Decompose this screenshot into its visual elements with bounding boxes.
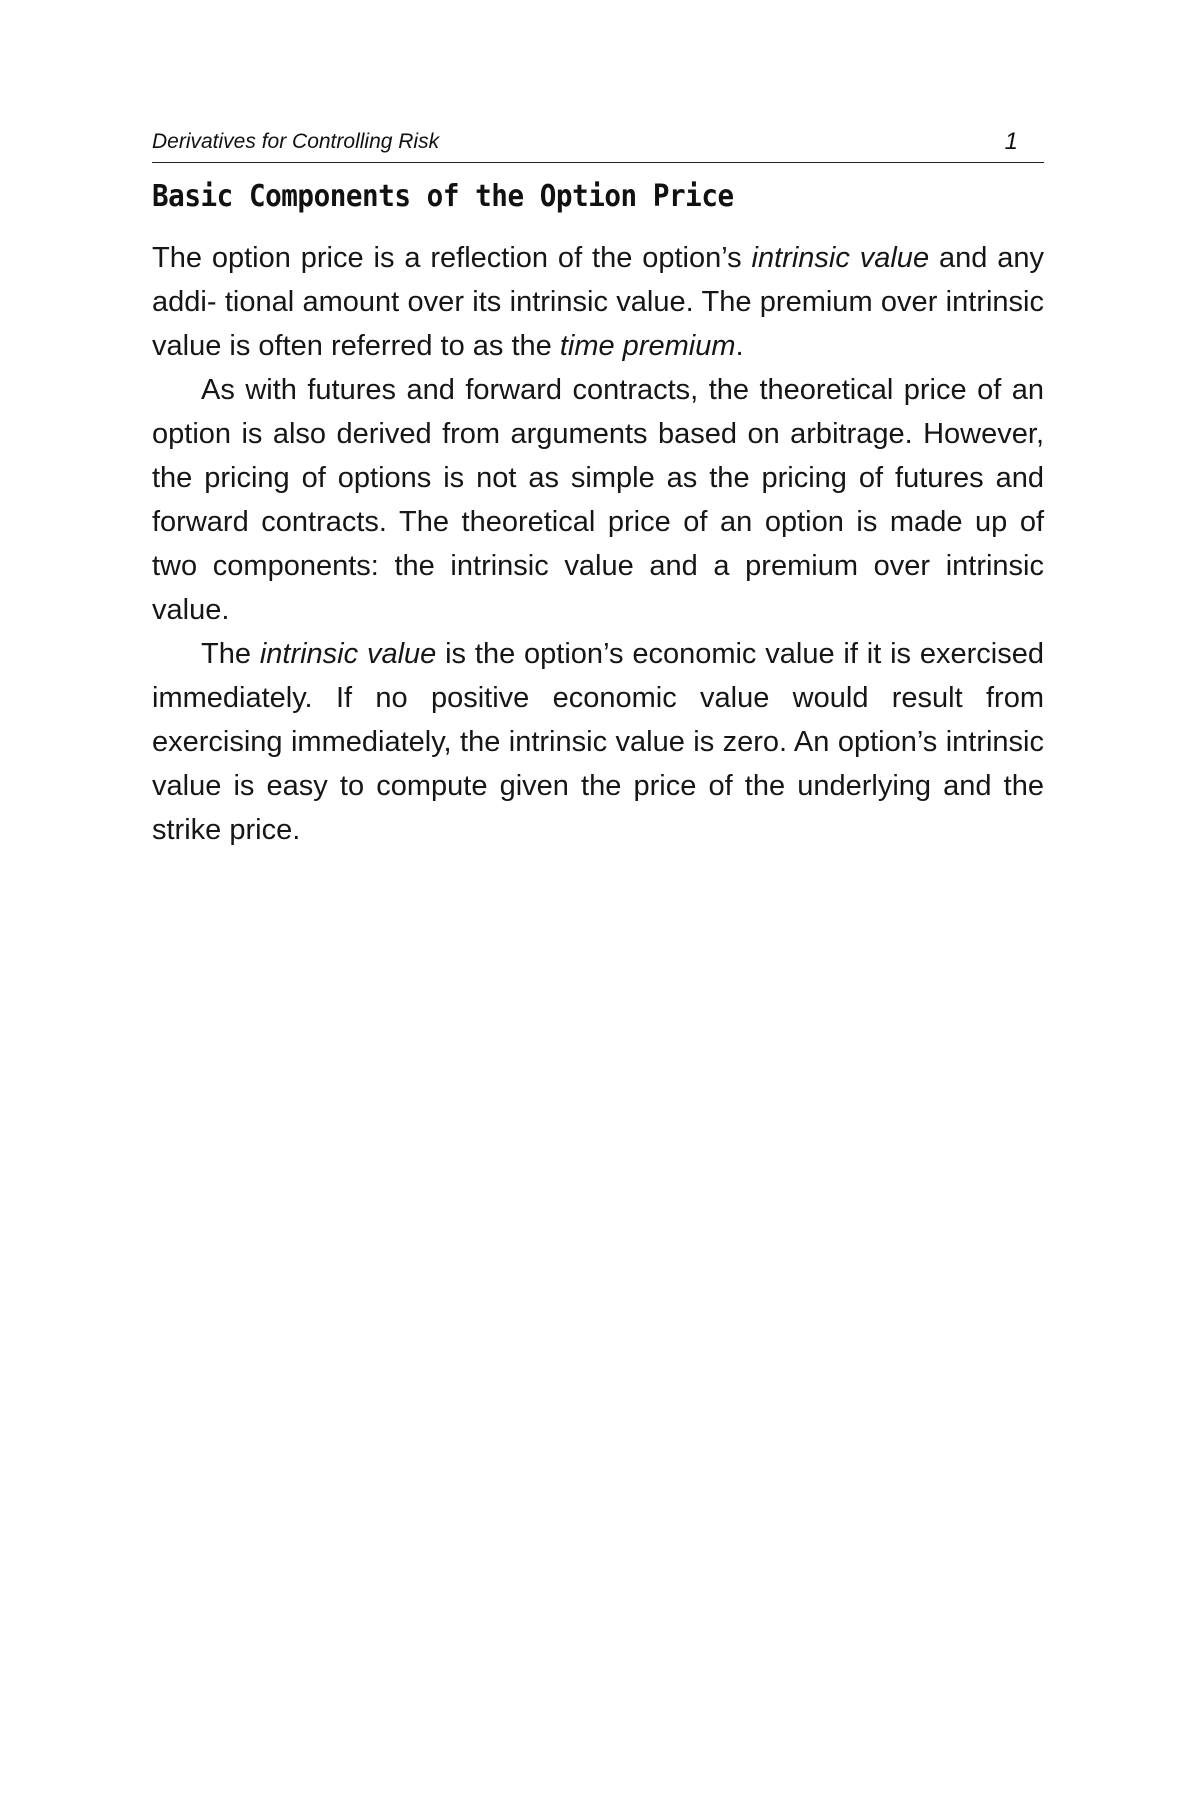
paragraph-3-emphasis-intrinsic-value: intrinsic value <box>259 638 437 670</box>
running-header <box>152 128 1044 163</box>
paragraph-3 <box>152 632 1044 852</box>
paragraph-1-emphasis-intrinsic-value: intrinsic value <box>751 242 930 274</box>
paragraph-1-text-a: The option price is a reflection of the option’s <box>152 242 752 274</box>
paragraph-2: As with futures and forward contracts, the theoretical price of an option is also derived from arguments based on arbitrage. However, the pricing of options is not as simple as the pricing of futures and forward contracts. The theoretical price of an option is made up of two components: the intrinsic value and a premium over intrinsic value. <box>152 374 1044 626</box>
paragraph-1-emphasis-time-premium: time premium <box>559 330 736 362</box>
paragraph-1 <box>152 236 1044 368</box>
paragraph-3-text-c: is the option’s economic value if it is exercised immediately. If no positive economic value would result from exercising immediately, the intrinsic value is zero. An option’s intrinsic value is easy to compute given the price of the underlying and the strike price. <box>152 638 1045 846</box>
paragraph-3-text-a: The <box>201 638 260 670</box>
paragraph-1-text-c: and any addi- tional amount over its intrinsic value. The premium over intrinsic value is often referred to as the <box>152 242 1045 362</box>
section-heading: Basic Components of the Option Price <box>152 179 734 214</box>
page-number: 1 <box>1004 128 1018 155</box>
document-page <box>152 128 1044 852</box>
paragraph-1-text-e: . <box>735 330 744 362</box>
running-head-title: Derivatives for Controlling Risk <box>152 130 440 153</box>
body-text <box>152 236 1044 852</box>
